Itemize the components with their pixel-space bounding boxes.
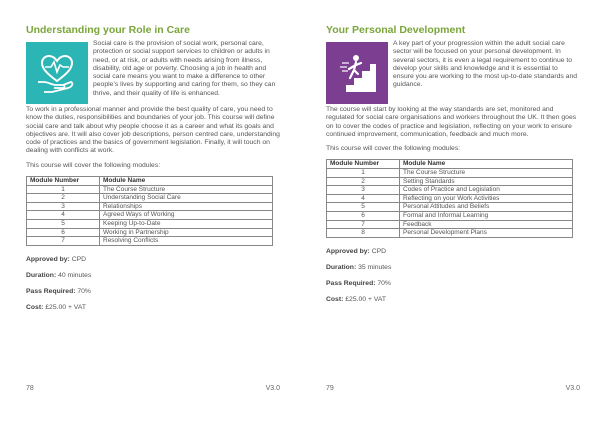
- table-row: [327, 203, 573, 212]
- left-para2: To work in a professional manner and provide the best quality of care, you need to know the duties, responsibilities and boundaries of your job. This course will define social care and talk about why people choose it as a career and what its goals and objectives are. It will also cover job descriptions, person centred care, understanding code of practices and the basics of government legislation. Finally, it will touch on dealing with conflicts at work.: [26, 106, 280, 155]
- right-para2: The course will start by looking at the way standards are set, monitored and regulated for social care organisations and workers throughout the UK. It then goes on to cover the codes of practice and legislation, reflecting on your work to ensure continued improvement, communication, feedback and much more.: [326, 106, 577, 138]
- module-number: 6: [27, 228, 100, 237]
- right-pass: Pass Required: 70%: [326, 279, 391, 287]
- module-name: Personal Development Plans: [400, 229, 573, 238]
- left-modules-intro: This course will cover the following modules:: [26, 161, 161, 169]
- module-number: 2: [327, 177, 400, 186]
- module-number: 1: [27, 185, 100, 194]
- module-number: 6: [327, 212, 400, 221]
- module-number: 3: [27, 202, 100, 211]
- right-duration: Duration: 35 minutes: [326, 263, 392, 271]
- module-name: Reflecting on your Work Activities: [400, 194, 573, 203]
- right-modules-table: [326, 159, 573, 237]
- heart-hand-icon: [26, 42, 88, 104]
- table-row: [327, 186, 573, 195]
- right-cost: Cost: £25.00 + VAT: [326, 295, 387, 303]
- module-name: Understanding Social Care: [100, 194, 273, 203]
- left-version: V3.0: [265, 385, 280, 392]
- module-number: 7: [327, 220, 400, 229]
- right-page-number: 79: [326, 385, 334, 392]
- module-name: Codes of Practice and Legislation: [400, 186, 573, 195]
- module-name: Relationships: [100, 202, 273, 211]
- table-header-row: [327, 160, 573, 169]
- module-number: 3: [327, 186, 400, 195]
- table-row: [27, 228, 273, 237]
- module-number: 5: [27, 220, 100, 229]
- left-approved: Approved by: CPD: [26, 255, 87, 263]
- module-name: The Course Structure: [400, 169, 573, 178]
- module-name: Keeping Up-to-Date: [100, 220, 273, 229]
- left-page-number: 78: [26, 385, 34, 392]
- table-header-row: [27, 177, 273, 186]
- table-row: [327, 212, 573, 221]
- module-name: Formal and Informal Learning: [400, 212, 573, 221]
- module-name: The Course Structure: [100, 185, 273, 194]
- right-version: V3.0: [565, 385, 580, 392]
- table-row: [27, 185, 273, 194]
- right-intro: A key part of your progression within the adult social care sector will be focused on your personal development. In several sectors, it is even a legal requirement to continue to develop your skills and knowledge and it is essential to ensure you are working to the most up-to-date standards and guidance.: [393, 40, 578, 89]
- module-number: 8: [327, 229, 400, 238]
- module-number: 1: [327, 169, 400, 178]
- header-module-name: Module Name: [100, 177, 273, 186]
- left-duration: Duration: 40 minutes: [26, 271, 92, 279]
- left-pass: Pass Required: 70%: [26, 287, 91, 295]
- module-number: 5: [327, 203, 400, 212]
- module-number: 4: [327, 194, 400, 203]
- table-row: [27, 220, 273, 229]
- stairs-progress-icon: [326, 42, 388, 104]
- left-modules-table: [26, 176, 273, 246]
- table-row: [327, 220, 573, 229]
- table-row: [327, 229, 573, 238]
- header-module-name: Module Name: [400, 160, 573, 169]
- header-module-number: Module Number: [327, 160, 400, 169]
- left-intro: Social care is the provision of social work, personal care, protection or social support services to children or adults in need, or at risk, or adults with needs arising from illness, disability, old age or poverty. Choosing a job in health and social care means you want to make a difference to other people’s lives by supporting and caring for them, so they can thrive, and their quality of life is enhanced.: [93, 40, 276, 97]
- left-cost: Cost: £25.00 + VAT: [26, 303, 87, 311]
- header-module-number: Module Number: [27, 177, 100, 186]
- module-name: Working in Partnership: [100, 228, 273, 237]
- module-number: 7: [27, 237, 100, 246]
- module-number: 2: [27, 194, 100, 203]
- table-row: [27, 211, 273, 220]
- module-name: Agreed Ways of Working: [100, 211, 273, 220]
- right-approved: Approved by: CPD: [326, 247, 387, 255]
- table-row: [27, 194, 273, 203]
- module-name: Personal Attitudes and Beliefs: [400, 203, 573, 212]
- table-row: [327, 194, 573, 203]
- table-row: [327, 177, 573, 186]
- module-number: 4: [27, 211, 100, 220]
- right-page: [300, 0, 600, 425]
- right-title: Your Personal Development: [326, 24, 466, 36]
- module-name: Feedback: [400, 220, 573, 229]
- module-name: Resolving Conflicts: [100, 237, 273, 246]
- table-row: [327, 169, 573, 178]
- table-row: [27, 202, 273, 211]
- table-row: [27, 237, 273, 246]
- module-name: Setting Standards: [400, 177, 573, 186]
- left-title: Understanding your Role in Care: [26, 24, 190, 36]
- right-modules-intro: This course will cover the following modules:: [326, 145, 461, 153]
